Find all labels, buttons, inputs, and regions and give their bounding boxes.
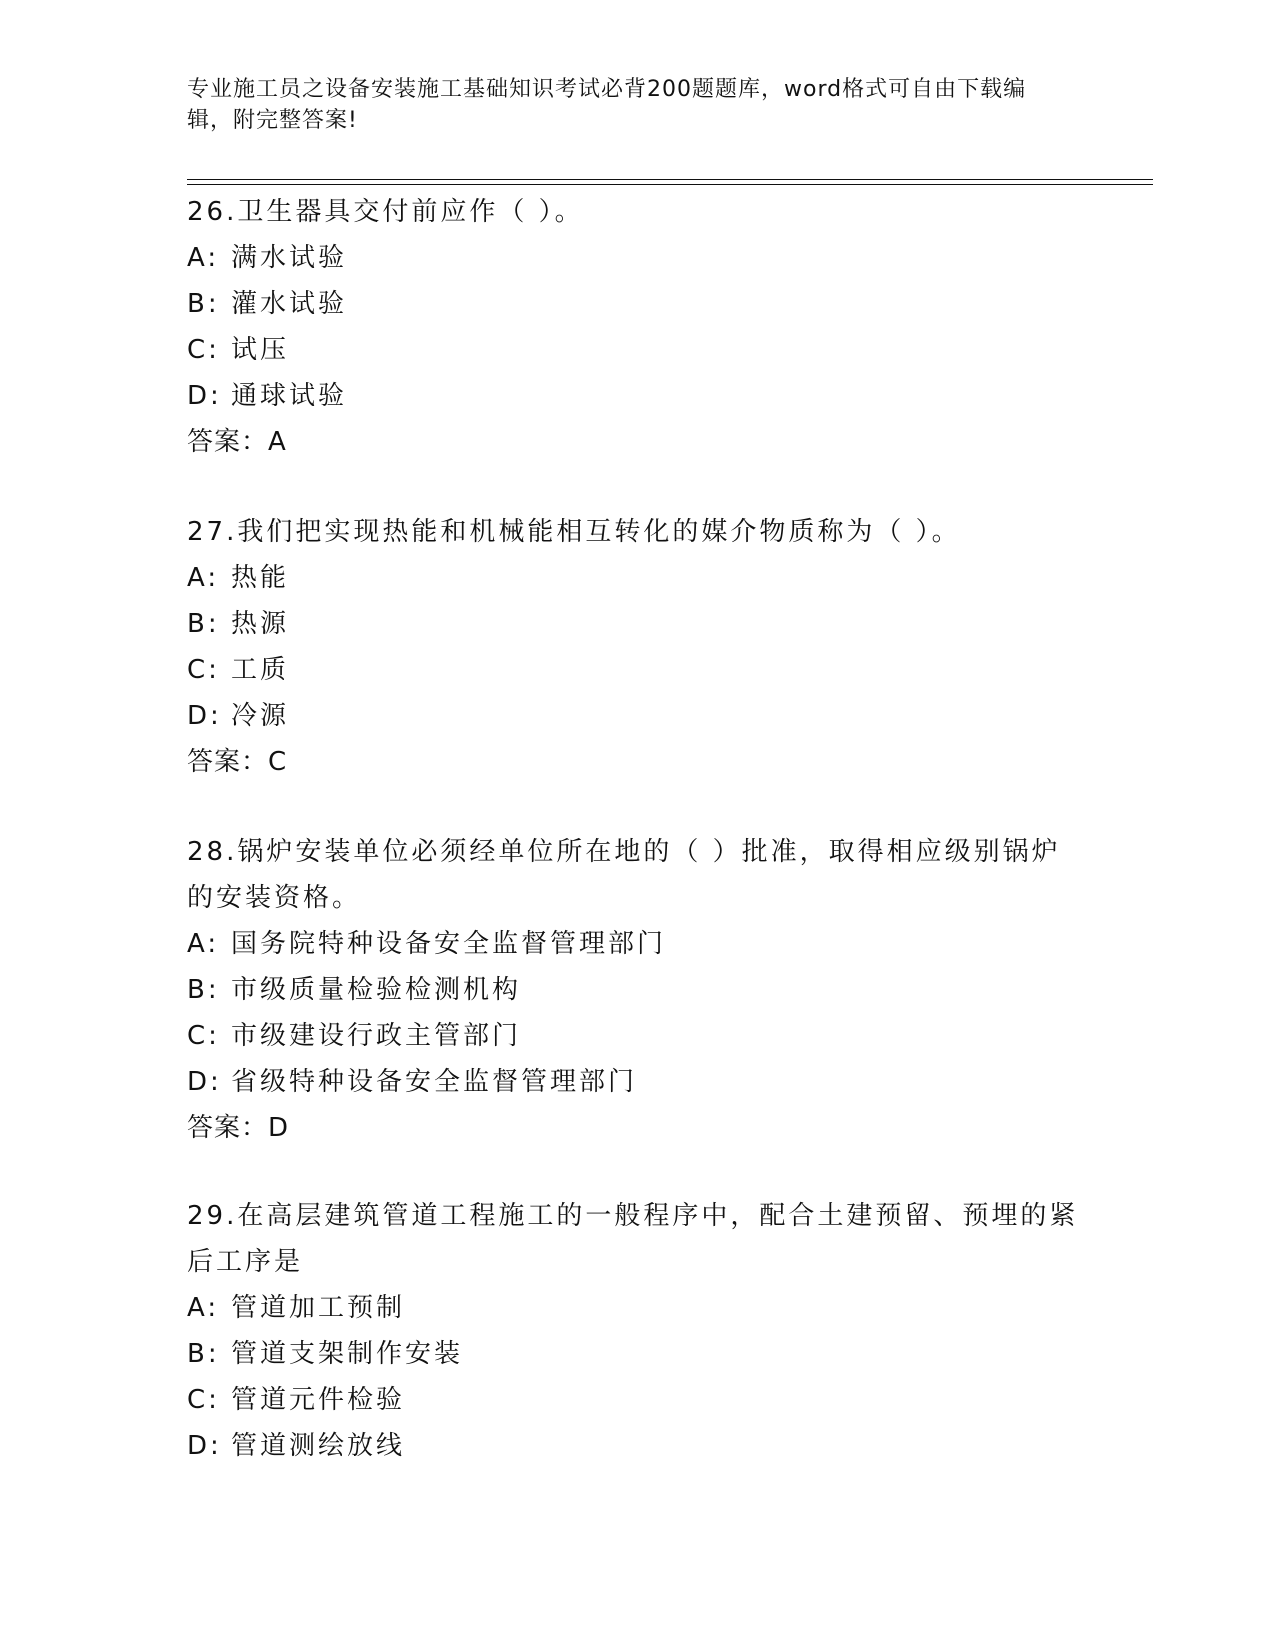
option-d <box>187 693 1087 739</box>
option-a <box>187 921 1087 967</box>
option-text: 满水试验 <box>231 243 348 273</box>
option-text: 管道加工预制 <box>231 1293 406 1323</box>
question-27 <box>187 509 1087 785</box>
option-text: 冷源 <box>231 701 290 731</box>
option-letter: C: <box>187 655 220 685</box>
question-stem: 29.在高层建筑管道工程施工的一般程序中，配合土建预留、预埋的紧后工序是 <box>187 1201 1079 1277</box>
option-text: 管道元件检验 <box>231 1385 406 1415</box>
option-c <box>187 1013 1087 1059</box>
option-text: 热能 <box>231 563 290 593</box>
option-text: 市级建设行政主管部门 <box>231 1021 522 1051</box>
question-28 <box>187 829 1087 1151</box>
option-letter: C: <box>187 1021 220 1051</box>
option-a <box>187 555 1087 601</box>
option-letter: C: <box>187 335 220 365</box>
option-b <box>187 601 1087 647</box>
option-letter: D: <box>187 1067 222 1097</box>
question-26 <box>187 189 1087 465</box>
option-text: 管道支架制作安装 <box>231 1339 464 1369</box>
question-29 <box>187 1193 1087 1469</box>
option-c <box>187 647 1087 693</box>
option-text: 市级质量检验检测机构 <box>231 975 522 1005</box>
header-divider-bottom <box>187 184 1153 185</box>
header-title: 专业施工员之设备安装施工基础知识考试必背200题题库，word格式可自由下载编辑，附完整答案! <box>187 77 1027 133</box>
option-letter: A: <box>187 1293 220 1323</box>
answer-line: 答案：D <box>187 1113 290 1143</box>
option-text: 国务院特种设备安全监督管理部门 <box>231 929 667 959</box>
option-letter: B: <box>187 975 220 1005</box>
option-a <box>187 235 1087 281</box>
option-letter: A: <box>187 243 220 273</box>
option-text: 工质 <box>231 655 290 685</box>
option-letter: A: <box>187 929 220 959</box>
option-text: 省级特种设备安全监督管理部门 <box>231 1067 638 1097</box>
answer-line: 答案：C <box>187 747 288 777</box>
option-c <box>187 327 1087 373</box>
option-d <box>187 1059 1087 1105</box>
option-b <box>187 967 1087 1013</box>
option-letter: B: <box>187 1339 220 1369</box>
option-b <box>187 1331 1087 1377</box>
option-letter: B: <box>187 289 220 319</box>
option-text: 试压 <box>231 335 290 365</box>
option-d <box>187 373 1087 419</box>
question-stem: 26.卫生器具交付前应作（ ）。 <box>187 197 584 227</box>
option-b <box>187 281 1087 327</box>
option-letter: D: <box>187 1431 222 1461</box>
option-letter: A: <box>187 563 220 593</box>
option-d <box>187 1423 1087 1469</box>
question-stem: 27.我们把实现热能和机械能相互转化的媒介物质称为（ ）。 <box>187 517 961 547</box>
option-c <box>187 1377 1087 1423</box>
document-header <box>187 74 1067 136</box>
option-letter: B: <box>187 609 220 639</box>
option-text: 管道测绘放线 <box>231 1431 406 1461</box>
option-letter: D: <box>187 381 222 411</box>
question-stem: 28.锅炉安装单位必须经单位所在地的（ ）批准，取得相应级别锅炉的安装资格。 <box>187 837 1061 913</box>
answer-line: 答案：A <box>187 427 287 457</box>
header-divider-top <box>187 179 1153 180</box>
option-a <box>187 1285 1087 1331</box>
option-letter: C: <box>187 1385 220 1415</box>
option-text: 通球试验 <box>231 381 348 411</box>
option-text: 热源 <box>231 609 290 639</box>
option-text: 灌水试验 <box>231 289 348 319</box>
option-letter: D: <box>187 701 222 731</box>
